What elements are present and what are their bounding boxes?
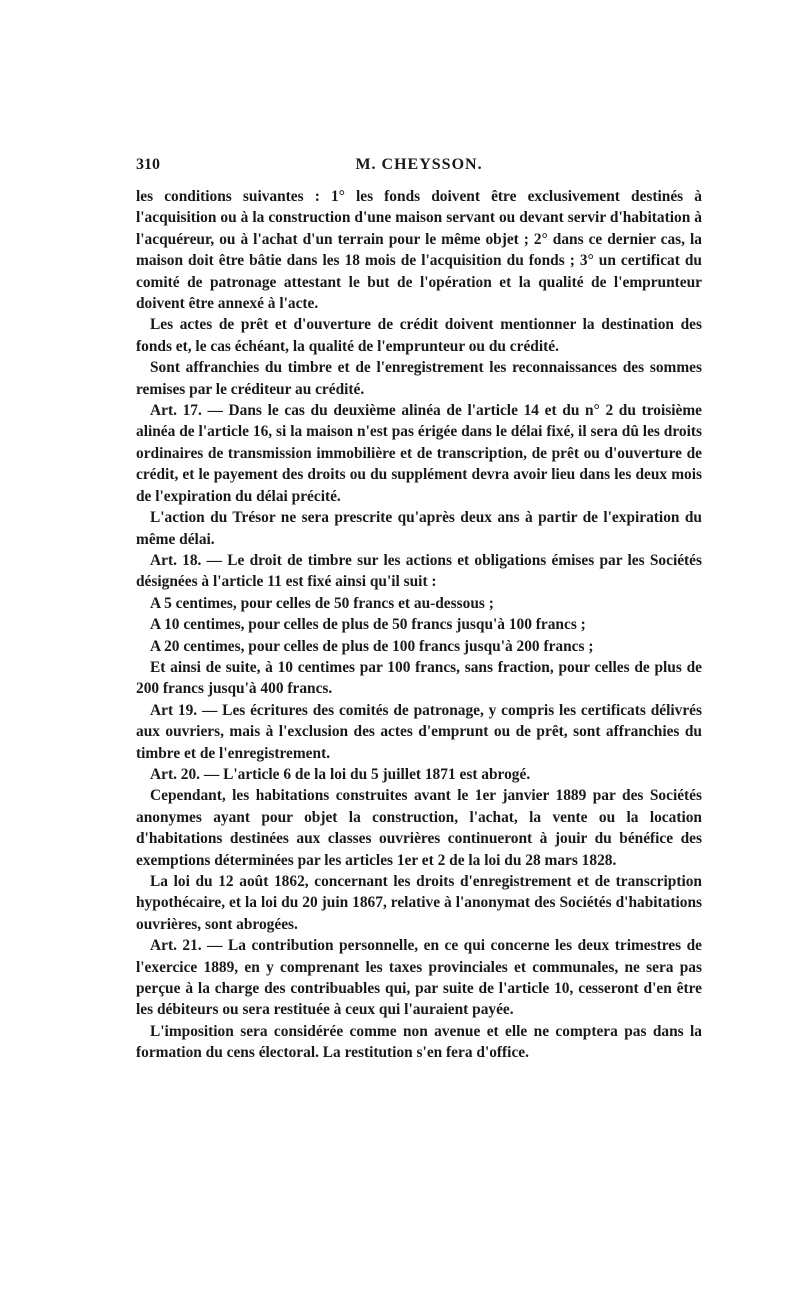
paragraph: Les actes de prêt et d'ouverture de crédit doivent mentionner la destination des fonds et, le cas échéant, la qualité de l'emprunteur ou du crédité. xyxy=(136,316,702,355)
paragraph: Cependant, les habitations construites avant le 1er janvier 1889 par des Sociétés anonymes ayant pour objet la construction, l'achat, la vente ou la location d'habitations destinées aux classes ouvrières continueront à jouir du bénéfice des exemptions déterminées par les articles 1er et 2 de la loi du 28 mars 1828. xyxy=(136,787,702,869)
paragraph: A 20 centimes, pour celles de plus de 100 francs jusqu'à 200 francs ; xyxy=(150,637,594,655)
body-text xyxy=(136,186,702,1064)
paragraph-article-21: Art. 21. — La contribution personnelle, en ce qui concerne les deux trimestres de l'exercice 1889, en y comprenant les taxes provinciales et communales, ne sera pas perçue à la charge des contribuables qui, par suite de l'article 10, cesseront d'en être les débiteurs ou sera restituée à ceux qui l'auraient payée. xyxy=(136,937,702,1019)
page-header xyxy=(136,156,702,186)
paragraph-article-17: Art. 17. — Dans le cas du deuxième alinéa de l'article 14 et du n° 2 du troisième alinéa de l'article 16, si la maison n'est pas érigée dans le délai fixé, il sera dû les droits ordinaires de transmission immobilière et de transcription, de prêt ou d'ouverture de crédit, et le payement des droits ou du supplément devra avoir lieu dans les deux mois de l'expiration du délai précité. xyxy=(136,402,702,505)
paragraph: L'imposition sera considérée comme non avenue et elle ne comptera pas dans la formation du cens électoral. La restitution s'en fera d'office. xyxy=(136,1022,702,1062)
page-number: 310 xyxy=(136,156,160,173)
paragraph: La loi du 12 août 1862, concernant les droits d'enregistrement et de transcription hypothécaire, et la loi du 20 juin 1867, relative à l'anonymat des Sociétés d'habitations ouvrières, sont abrogées. xyxy=(136,873,702,933)
book-page xyxy=(136,156,702,1064)
paragraph: les conditions suivantes : 1° les fonds doivent être exclusivement destinés à l'acquisition ou à la construction d'une maison servant ou devant servir d'habitation à l'acquéreur, ou à l'achat d'un terrain pour le même objet ; 2° dans ce dernier cas, la maison doit être bâtie dans les 18 mois de l'acquisition du fonds ; 3° un certificat du comité de patronage attestant le but de l'opération et la qualité de l'emprunteur doivent être annexé à l'acte. xyxy=(136,188,702,313)
paragraph-article-18: Art. 18. — Le droit de timbre sur les actions et obligations émises par les Sociétés désignées à l'article 11 est fixé ainsi qu'il suit : xyxy=(136,551,702,591)
paragraph: A 5 centimes, pour celles de 50 francs et au-dessous ; xyxy=(150,594,494,612)
paragraph: L'action du Trésor ne sera prescrite qu'après deux ans à partir de l'expiration du même délai. xyxy=(136,509,702,548)
running-head: M. CHEYSSON. xyxy=(355,156,483,173)
paragraph: Et ainsi de suite, à 10 centimes par 100 francs, sans fraction, pour celles de plus de 200 francs jusqu'à 400 francs. xyxy=(136,658,702,698)
paragraph: Sont affranchies du timbre et de l'enregistrement les reconnaissances des sommes remises par le créditeur au crédité. xyxy=(136,359,702,398)
paragraph-article-19: Art 19. — Les écritures des comités de patronage, y compris les certificats délivrés aux ouvriers, mais à l'exclusion des actes d'emprunt ou de prêt, sont affranchies du timbre et de l'enregistrement. xyxy=(136,701,702,762)
paragraph-article-20: Art. 20. — L'article 6 de la loi du 5 juillet 1871 est abrogé. xyxy=(150,765,531,783)
paragraph: A 10 centimes, pour celles de plus de 50 francs jusqu'à 100 francs ; xyxy=(150,616,586,634)
